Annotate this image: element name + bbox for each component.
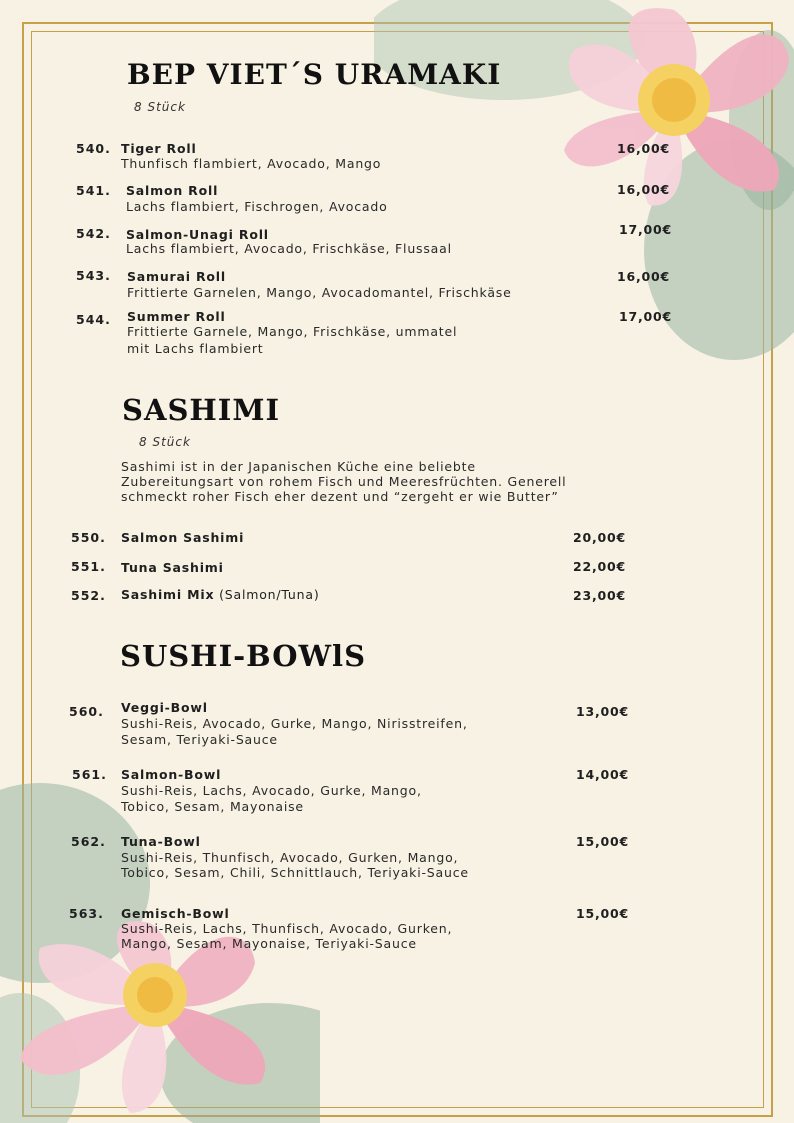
item-name: Gemisch-Bowl bbox=[121, 906, 230, 921]
item-name: Salmon-Unagi Roll bbox=[126, 227, 269, 242]
section-title-uramaki: BEP VIET´S URAMAKI bbox=[127, 58, 502, 91]
item-number: 544. bbox=[76, 312, 111, 327]
item-number: 561. bbox=[72, 767, 107, 782]
item-name-text: Sashimi Mix bbox=[121, 587, 215, 602]
item-description: Lachs flambiert, Avocado, Frischkäse, Flussaal bbox=[126, 241, 452, 256]
item-name: Tiger Roll bbox=[121, 141, 197, 156]
item-name: Tuna Sashimi bbox=[121, 560, 224, 575]
item-number: 541. bbox=[76, 183, 111, 198]
item-price: 22,00€ bbox=[573, 559, 627, 574]
item-number: 550. bbox=[71, 530, 106, 545]
item-name: Samurai Roll bbox=[127, 269, 226, 284]
item-number: 563. bbox=[69, 906, 104, 921]
item-price: 17,00€ bbox=[619, 309, 673, 324]
item-description: Frittierte Garnele, Mango, Frischkäse, ummatel bbox=[127, 324, 458, 339]
item-description: Thunfisch flambiert, Avocado, Mango bbox=[121, 156, 382, 171]
item-price: 16,00€ bbox=[617, 141, 671, 156]
item-number: 540. bbox=[76, 141, 111, 156]
item-description: Tobico, Sesam, Mayonaise bbox=[121, 799, 304, 814]
item-price: 14,00€ bbox=[576, 767, 630, 782]
item-description: Sesam, Teriyaki-Sauce bbox=[121, 732, 278, 747]
item-price: 20,00€ bbox=[573, 530, 627, 545]
item-name-extra: (Salmon/Tuna) bbox=[214, 587, 320, 602]
item-price: 15,00€ bbox=[576, 906, 630, 921]
item-number: 551. bbox=[71, 559, 106, 574]
section-subtitle-sashimi: 8 Stück bbox=[139, 435, 191, 449]
item-description: mit Lachs flambiert bbox=[127, 341, 264, 356]
section-title-sashimi: SASHIMI bbox=[122, 393, 281, 427]
item-number: 560. bbox=[69, 704, 104, 719]
item-name: Tuna-Bowl bbox=[121, 834, 201, 849]
item-number: 542. bbox=[76, 226, 111, 241]
section-title-bowls: SUSHI-BOWlS bbox=[120, 639, 367, 673]
item-price: 17,00€ bbox=[619, 222, 673, 237]
item-description: Sushi-Reis, Lachs, Avocado, Gurke, Mango, bbox=[121, 783, 422, 798]
item-number: 562. bbox=[71, 834, 106, 849]
item-name bbox=[121, 587, 320, 602]
item-description: Frittierte Garnelen, Mango, Avocadomantel, Frischkäse bbox=[127, 285, 512, 300]
sashimi-intro-line-2: Zubereitungsart von rohem Fisch und Meeresfrüchten. Generell bbox=[121, 474, 567, 489]
lotus-flower-top-right-icon bbox=[374, 0, 794, 360]
item-number: 543. bbox=[76, 268, 111, 283]
item-description: Tobico, Sesam, Chili, Schnittlauch, Teriyaki-Sauce bbox=[121, 865, 469, 880]
item-description: Sushi-Reis, Avocado, Gurke, Mango, Nirisstreifen, bbox=[121, 716, 468, 731]
item-number: 552. bbox=[71, 588, 106, 603]
item-description: Sushi-Reis, Thunfisch, Avocado, Gurken, Mango, bbox=[121, 850, 459, 865]
item-name: Salmon Roll bbox=[126, 183, 219, 198]
item-description: Lachs flambiert, Fischrogen, Avocado bbox=[126, 199, 388, 214]
sashimi-intro-line-3: schmeckt roher Fisch eher dezent und “zergeht er wie Butter” bbox=[121, 489, 559, 504]
item-price: 15,00€ bbox=[576, 834, 630, 849]
sashimi-intro-line-1: Sashimi ist in der Japanischen Küche eine beliebte bbox=[121, 459, 476, 474]
item-name: Veggi-Bowl bbox=[121, 700, 208, 715]
item-price: 16,00€ bbox=[617, 269, 671, 284]
item-name: Salmon Sashimi bbox=[121, 530, 245, 545]
section-subtitle-uramaki: 8 Stück bbox=[134, 100, 186, 114]
item-description: Mango, Sesam, Mayonaise, Teriyaki-Sauce bbox=[121, 936, 417, 951]
item-description: Sushi-Reis, Lachs, Thunfisch, Avocado, Gurken, bbox=[121, 921, 453, 936]
item-name: Salmon-Bowl bbox=[121, 767, 222, 782]
item-price: 16,00€ bbox=[617, 182, 671, 197]
item-price: 23,00€ bbox=[573, 588, 627, 603]
item-name: Summer Roll bbox=[127, 309, 226, 324]
item-price: 13,00€ bbox=[576, 704, 630, 719]
